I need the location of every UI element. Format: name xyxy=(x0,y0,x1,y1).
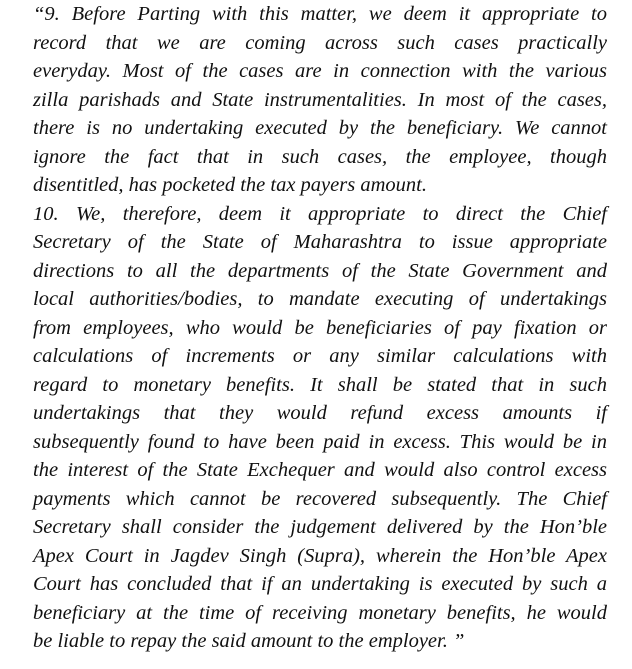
paragraph-10-line: 10. We, therefore, deem it appropriate to direct the Chief xyxy=(33,202,607,225)
paragraph-9-line: zilla parishads and State instrumentalities. In most of the cases, xyxy=(33,88,607,111)
paragraph-10-line: Secretary of the State of Maharashtra to issue appropriate xyxy=(33,231,607,253)
paragraph-10-line: Apex Court in Jagdev Singh (Supra), wherein the Hon’ble Apex xyxy=(33,544,607,567)
paragraph-10-line: calculations of increments or any similar calculations with xyxy=(33,345,607,367)
paragraph-10-line: be liable to repay the said amount to the employer. ” xyxy=(33,630,465,652)
paragraph-10-line: undertakings that they would refund excess amounts if xyxy=(33,402,607,424)
paragraph-10-line: regard to monetary benefits. It shall be stated that in such xyxy=(33,373,607,396)
paragraph-9-line: “9. Before Parting with this matter, we deem it appropriate to xyxy=(33,3,607,25)
paragraph-10-line: subsequently found to have been paid in excess. This would be in xyxy=(33,430,607,453)
paragraph-9-line: ignore the fact that in such cases, the employee, though xyxy=(33,145,607,168)
paragraph-10-line: Court has concluded that if an undertaking is executed by such a xyxy=(33,573,607,595)
paragraph-10-line: payments which cannot be recovered subsequently. The Chief xyxy=(33,487,607,510)
paragraph-9-line: record that we are coming across such cases practically xyxy=(33,31,607,54)
paragraph-10-line: beneficiary at the time of receiving monetary benefits, he would xyxy=(33,601,607,624)
paragraph-10-line: the interest of the State Exchequer and would also control excess xyxy=(33,459,607,481)
paragraph-10-line: Secretary shall consider the judgement delivered by the Hon’ble xyxy=(33,516,607,538)
paragraph-10-line: directions to all the departments of the State Government and xyxy=(33,259,607,282)
paragraph-9-line: disentitled, has pocketed the tax payers amount. xyxy=(33,174,427,196)
paragraph-9-line: there is no undertaking executed by the beneficiary. We cannot xyxy=(33,117,607,139)
paragraph-9-line: everyday. Most of the cases are in connection with the various xyxy=(33,60,607,82)
paragraph-10-line: local authorities/bodies, to mandate executing of undertakings xyxy=(33,288,607,310)
paragraph-10-line: from employees, who would be beneficiaries of pay fixation or xyxy=(33,316,607,339)
